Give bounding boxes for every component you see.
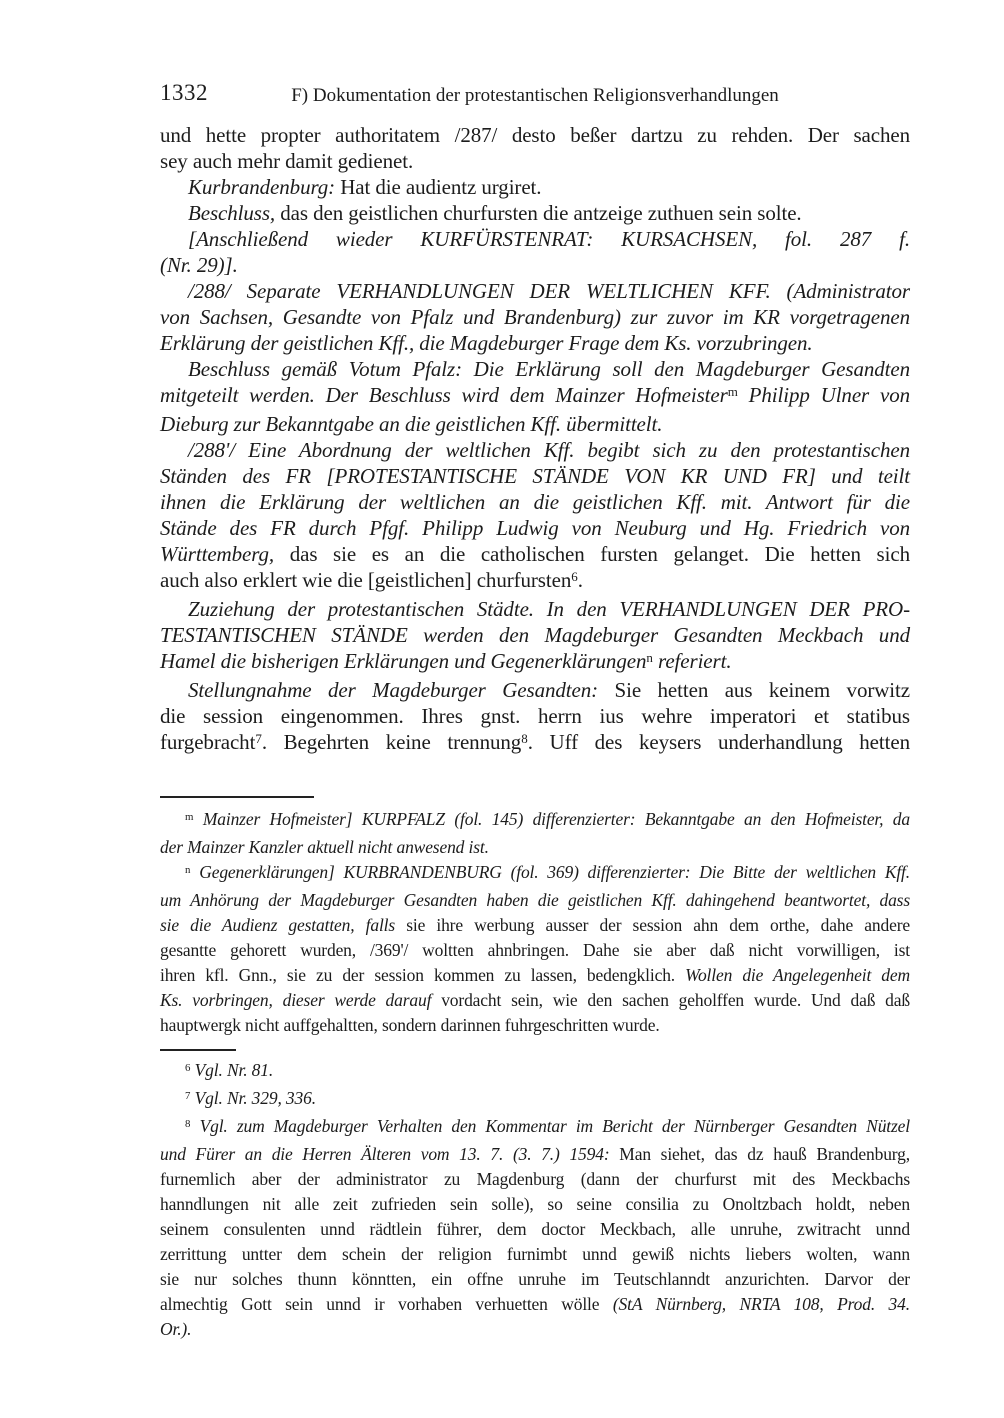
text-segment: Dieburg zur Bekanntgabe an die geistlichen Kff. übermittelt. <box>160 412 663 436</box>
text-line <box>160 437 910 463</box>
text-segment: sie die Audienz gestatten, falls <box>160 915 407 935</box>
text-segment: (Nr. 29)]. <box>160 253 238 277</box>
text-segment: Wollen die Angelegenheit dem <box>685 965 910 985</box>
footnote-marker: 8 <box>521 731 528 747</box>
text-column <box>160 80 910 1342</box>
text-line <box>160 148 910 174</box>
paragraph <box>160 1086 910 1114</box>
text-segment: Hat die audientz urgiret. <box>340 175 542 199</box>
text-line <box>160 835 910 860</box>
text-segment: Vgl. Nr. 81. <box>190 1060 274 1080</box>
text-segment: furgebracht <box>160 730 256 754</box>
footnote-marker: 6 <box>185 1062 191 1075</box>
footnote-separator-rule-letters <box>160 796 314 798</box>
text-segment: (StA Nürnberg, NRTA 108, Prod. 34. <box>612 1294 910 1314</box>
text-line <box>160 648 910 677</box>
text-segment: ihren kfl. Gnn., sie zu der session kommen zu lassen, bedengklich. <box>160 965 686 985</box>
text-line <box>160 463 910 489</box>
text-segment: Vgl. zum Magdeburger Verhalten den Kommentar im Bericht der Nürnberger Gesandten Nützel <box>190 1116 910 1136</box>
text-segment: furnemlich aber der administrator zu Magdenburg (dann der churfurst mit des Meckbachs <box>160 1169 910 1189</box>
paragraph <box>160 200 910 226</box>
text-line <box>160 1242 910 1267</box>
text-line <box>160 807 910 835</box>
text-segment: zerrittung untter dem schein der religion furnimbt unnd gewiß nichts liebers wolten, wann <box>160 1244 910 1264</box>
text-line <box>160 1192 910 1217</box>
text-line <box>160 356 910 382</box>
footnote-marker: m <box>185 811 194 824</box>
text-segment: Philipp Ulner von <box>737 383 910 407</box>
text-line <box>160 174 910 200</box>
text-segment: sie ihre werbung ausser der session ahn dem orthe, dahe andere <box>406 915 910 935</box>
text-line <box>160 200 910 226</box>
text-line <box>160 1317 910 1342</box>
footnotes-number-apparatus <box>160 1058 910 1342</box>
text-segment: . Begehrten keine trennung <box>261 730 522 754</box>
text-segment: Kurbrandenburg: <box>188 175 341 199</box>
text-segment: und Fürer an die Herren Älteren vom 13. 7. (3. 7.) 1594: <box>160 1144 620 1164</box>
text-line <box>160 411 910 437</box>
text-line <box>160 622 910 648</box>
text-line <box>160 541 910 567</box>
text-segment: von Sachsen, Gesandte von Pfalz und Brandenburg) zur zuvor im KR vorgetragenen <box>160 305 910 329</box>
paragraph <box>160 596 910 677</box>
text-line <box>160 888 910 913</box>
text-segment: die session eingenommen. Ihres gnst. herrn ius wehre imperatori et statibus <box>160 704 910 728</box>
text-line <box>160 382 910 411</box>
text-segment: Ks. vorbringen, dieser werde darauf <box>160 990 442 1010</box>
running-header <box>160 80 910 110</box>
text-segment: Hamel die bisherigen Erklärungen und Gegenerklärungen <box>160 649 647 673</box>
text-segment: Württemberg, <box>160 542 290 566</box>
text-line <box>160 1167 910 1192</box>
text-segment: Gegenerklärungen] KURBRANDENBURG (fol. 369) differenzierter: Die Bitte der weltlichen Kff. <box>190 862 910 882</box>
paragraph <box>160 174 910 200</box>
text-segment: das sie es an die catholischen fursten gelanget. Die hetten sich <box>289 542 910 566</box>
page-number: 1332 <box>160 80 208 105</box>
text-segment: auch also erklert wie die [geistlichen] churfursten <box>160 568 572 592</box>
text-segment: almechtig Gott sein unnd ir vorhaben verhuetten wölle <box>160 1294 613 1314</box>
paragraph <box>160 807 910 860</box>
text-line <box>160 1013 910 1038</box>
text-segment: Erklärung der geistlichen Kff., die Magdeburger Frage dem Ks. vorzubringen. <box>160 331 813 355</box>
footnote-marker: n <box>646 650 653 666</box>
text-line <box>160 729 910 758</box>
text-segment: Ständen des FR [PROTESTANTISCHE STÄNDE VON KR UND FR] und teilt <box>160 464 910 488</box>
text-segment: Stellungnahme der Magdeburger Gesandten: <box>188 678 615 702</box>
text-segment: der Mainzer Kanzler aktuell nicht anwesend ist. <box>160 837 489 857</box>
text-line <box>160 489 910 515</box>
paragraph <box>160 437 910 596</box>
text-line <box>160 1217 910 1242</box>
text-segment: TESTANTISCHEN STÄNDE werden den Magdeburger Gesandten Meckbach und <box>160 623 910 647</box>
text-segment: Sie hetten aus keinem vorwitz <box>614 678 911 702</box>
text-line <box>160 226 910 252</box>
text-segment: Beschluss gemäß Votum Pfalz: Die Erklärung soll den Magdeburger Gesandten <box>188 357 910 381</box>
text-segment: Zuziehung der protestantischen Städte. In den VERHANDLUNGEN DER PRO- <box>188 597 910 621</box>
text-segment: das den geistlichen churfursten die antzeige zuthuen sein solte. <box>280 201 802 225</box>
text-line <box>160 515 910 541</box>
text-line <box>160 252 910 278</box>
text-segment: Mainzer Hofmeister] KURPFALZ (fol. 145) differenzierter: Bekanntgabe an den Hofmeister, da <box>193 809 910 829</box>
text-line <box>160 1114 910 1142</box>
text-line <box>160 988 910 1013</box>
paragraph <box>160 122 910 174</box>
text-line <box>160 1267 910 1292</box>
text-line <box>160 1058 910 1086</box>
footnote-marker: m <box>727 384 738 400</box>
footnote-marker: n <box>185 864 191 877</box>
text-segment: mitgeteilt werden. Der Beschluss wird dem Mainzer Hofmeister <box>160 383 728 407</box>
paragraph <box>160 278 910 356</box>
text-segment: /288/ Separate VERHANDLUNGEN DER WELTLICHEN KFF. (Administrator <box>188 279 910 303</box>
main-text-block <box>160 122 910 758</box>
paragraph <box>160 356 910 437</box>
text-line <box>160 860 910 888</box>
text-line <box>160 703 910 729</box>
text-line <box>160 913 910 938</box>
text-segment: Or.). <box>160 1319 192 1339</box>
paragraph <box>160 1114 910 1342</box>
text-segment: . <box>577 568 583 592</box>
footnotes-letter-apparatus <box>160 807 910 1038</box>
text-segment: und hette propter authoritatem /287/ desto beßer dartzu zu rehden. Der sachen <box>160 123 910 147</box>
text-segment: [Anschließend wieder KURFÜRSTENRAT: KURSACHSEN, fol. 287 f. <box>188 227 910 251</box>
paragraph <box>160 226 910 278</box>
text-segment: gesantte gehorett wurden, /369'/ woltten ahnbringen. Dahe sie aber daß nicht vorwilligen, ist <box>160 940 910 960</box>
text-segment: seinem consulenten unnd rädtlein führer, dem doctor Meckbach, alle unruhe, zwitracht unnd <box>160 1219 910 1239</box>
text-line <box>160 596 910 622</box>
text-line <box>160 330 910 356</box>
paragraph <box>160 1058 910 1086</box>
text-line <box>160 677 910 703</box>
text-segment: ihnen die Erklärung der weltlichen an die geistlichen Kff. mit. Antwort für die <box>160 490 910 514</box>
text-segment: um Anhörung der Magdeburger Gesandten haben die geistlichen Kff. dahingehend beantwortet, dass <box>160 890 910 910</box>
text-line <box>160 1292 910 1317</box>
footnote-marker: 6 <box>571 569 578 585</box>
text-segment: Man siehet, das dz hauß Brandenburg, <box>619 1144 910 1164</box>
footnote-marker: 7 <box>255 731 262 747</box>
running-head-title: F) Dokumentation der protestantischen Religionsverhandlungen <box>291 85 779 106</box>
text-segment: hanndlungen nit alle zeit zufrieden sein solle), so seine consilia zu Onoltzbach holdt, neben <box>160 1194 910 1214</box>
text-segment: referiert. <box>652 649 732 673</box>
text-segment: Beschluss, <box>188 201 281 225</box>
text-line <box>160 304 910 330</box>
text-line <box>160 963 910 988</box>
text-line <box>160 278 910 304</box>
text-segment: Stände des FR durch Pfgf. Philipp Ludwig von Neuburg und Hg. Friedrich von <box>160 516 910 540</box>
paragraph <box>160 677 910 758</box>
text-segment: Vgl. Nr. 329, 336. <box>190 1088 316 1108</box>
text-segment: sey auch mehr damit gedienet. <box>160 149 414 173</box>
text-line <box>160 1142 910 1167</box>
text-segment: . Uff des keysers underhandlung hetten <box>527 730 910 754</box>
footnote-marker: 7 <box>185 1090 191 1103</box>
text-segment: vordacht sein, wie den sachen geholffen wurde. Und daß daß <box>441 990 910 1010</box>
text-line <box>160 122 910 148</box>
text-segment: hauptwergk nicht auffgehaltten, sondern darinnen fuhrgeschritten wurde. <box>160 1015 660 1035</box>
paragraph <box>160 860 910 1038</box>
text-line <box>160 938 910 963</box>
text-segment: /288'/ Eine Abordnung der weltlichen Kff. begibt sich zu den protestantischen <box>188 438 910 462</box>
footnote-separator-rule-numbers <box>160 1049 236 1051</box>
text-segment: sie nur solches thunn könntten, ein offne unruhe im Teutschlanndt anzurichten. Darvor der <box>160 1269 910 1289</box>
footnote-marker: 8 <box>185 1118 191 1131</box>
text-line <box>160 567 910 596</box>
text-line <box>160 1086 910 1114</box>
